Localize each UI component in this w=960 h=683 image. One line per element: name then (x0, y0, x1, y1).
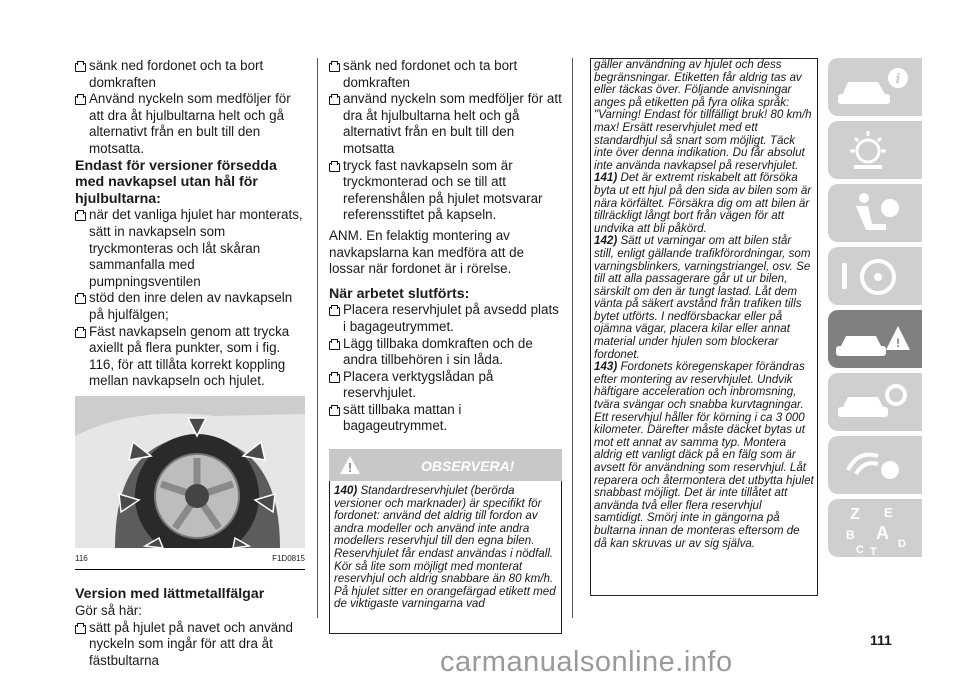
middle-column (329, 58, 562, 634)
tab-index[interactable] (828, 499, 922, 557)
dashboard-warning-icon (828, 121, 922, 179)
section-heading-finished: När arbetet slutförts: (329, 285, 470, 302)
step-mount-wheel: sätt på hjulet på navet och använd nyckeln som ingår för att dra åt fästbultarna (75, 620, 305, 670)
index-letters-icon (828, 499, 922, 557)
right-column (590, 58, 818, 596)
multimedia-icon (828, 436, 922, 494)
step-tighten-bolts-2: använd nyckeln som medföljer för att dra åt hjulbultarna helt och gå alternativt från en bult till den motsatta (329, 91, 562, 157)
section-heading-hubcap: Endast för versioner försedda med navkapsel utan hål för hjulbultarna: (75, 157, 277, 207)
note-143-number: 143) (594, 360, 618, 374)
step-lower-vehicle: sänk ned fordonet och ta bort domkraften (75, 58, 305, 91)
step-support-hubcap: stöd den inre delen av navkapseln på hjulfälgen; (75, 290, 305, 323)
step-insert-hubcap: när det vanliga hjulet har monterats, sätt in navkapseln som tryckmonteras och låt skåran sammanfalla med pumpningsventilen (75, 207, 305, 290)
index-letter-c: C (856, 544, 864, 556)
page-number: 111 (870, 632, 892, 648)
step-return-jack: Lägg tillbaka domkraften och de andra tillbehören i sin låda. (329, 336, 562, 369)
tab-maintenance[interactable] (828, 373, 922, 431)
note-142-text: Sätt ut varningar om att bilen står still, enligt gällande trafikförordningar, som varningsblinkers, varningstriangel, osv. Se till att alla passagerare går ut ur bilen, särskilt om den är tungt lastad. Låt dem vänta på säkert avstånd från trafiken tills bytet utförts. I nedförsbackar eller på ojämna vägar, placera kilar eller annat material under hjulen som blockerar fordonet. (594, 234, 811, 361)
figure-code: F1D0815 (272, 553, 305, 563)
index-letter-b: B (846, 528, 855, 542)
maintenance-icon (828, 373, 922, 431)
step-place-spare: Placera reservhjulet på avsedd plats i bagageutrymmet. (329, 302, 562, 335)
step-tighten-bolts: Använd nyckeln som medföljer för att dra åt hjulbultarna helt och gå alternativt från en bult till den motsatta. (75, 91, 305, 157)
tab-driving[interactable] (828, 247, 922, 305)
steering-key-icon (828, 247, 922, 305)
svg-text:!: ! (347, 460, 353, 476)
section-heading-alloy: Version med lättmetallfälgar (75, 586, 265, 603)
index-letter-z: Z (850, 506, 860, 523)
note-143-text: Fordonets köregenskaper förändras efter montering av reservhjulet. Undvik häftigare acceleration och inbromsning, tvära svängar och snabba kurvtagningar. Ett reservhjul håller för körning i ca 3 000 kilometer. Därefter måste däcket bytas ut mot ett annat av samma typ. Montera aldrig ett vanligt däck på en fälg som är avsett för användning som reservhjul. Låt reparera och återmontera det utbytta hjulet snabbast möjligt. Det är inte tillåtet att använda två eller flera reservhjul samtidigt. Smörj inte in gängorna på bultarna innan de monteras eftersom de då kan skruvas ur av sig själva. (594, 360, 814, 550)
wheel-illustration (75, 396, 305, 548)
tab-multimedia[interactable] (828, 436, 922, 494)
step-lower-vehicle-2: sänk ned fordonet och ta bort domkraften (329, 58, 562, 91)
airbag-seat-icon (828, 184, 922, 242)
note-title: OBSERVERA! (421, 458, 515, 475)
left-column (75, 58, 305, 669)
step-replace-mat: sätt tillbaka mattan i bagageutrymmet. (329, 402, 562, 435)
index-letter-a: A (876, 523, 889, 543)
spare-wheel-label-text: gäller användning av hjulet och dess begränsningar. Etiketten får aldrig tas av eller täckas över. Följande anvisningar anges på etiketten på fyra olika språk: "Varning! Endast för tillfälligt bruk! 80 km/h max! Ersätt reservhjulet med ett standardhjul så snart som möjligt. Täck inte över denna indikation. Du får absolut inte använda navkapsel på reservhjulet. (594, 58, 812, 172)
svg-text:i: i (895, 72, 901, 87)
tab-dashboard[interactable] (828, 121, 922, 179)
chapter-tabs (828, 58, 922, 562)
column-divider (317, 58, 318, 618)
figure-caption (75, 551, 305, 571)
note-text: Standardreservhjulet (berörda versioner och marknader) är specifikt för fordonet: använd det aldrig till fordon av andra modeller och använd inte andra modellers reservhjul till den egna bilen. Reservhjulet får endast användas i nödfall. Kör så lite som möjligt med monterat reservhjul och aldrig snabbare än 80 km/h. På hjulet sitter en orangefärgad etikett med de viktigaste varningarna vad (334, 484, 556, 611)
figure-number: 116 (75, 553, 88, 563)
note-number: 140) (334, 484, 358, 498)
index-letter-t: T (870, 546, 877, 557)
breakdown-icon (828, 310, 922, 368)
tab-emergency[interactable] (828, 310, 922, 368)
step-place-toolbox: Placera verktygslådan på reservhjulet. (329, 369, 562, 402)
intro-text: Gör så här: (75, 603, 142, 619)
note-141-text: Det är extremt riskabelt att försöka byta ut ett hjul på den sida av bilen som är nära körfältet. Försäkra dig om att bilen är tillräckligt långt bort från vägen för att undvika att bli påkörd. (594, 171, 812, 235)
tab-safety[interactable] (828, 184, 922, 242)
svg-text:!: ! (896, 336, 900, 350)
warnings-box (590, 58, 818, 596)
index-letter-e: E (884, 505, 893, 520)
note-141-number: 141) (594, 171, 618, 185)
column-divider-2 (572, 58, 573, 618)
note-142-number: 142) (594, 234, 618, 248)
note-header (329, 449, 562, 481)
warning-triangle-icon (339, 455, 361, 475)
tab-car-info[interactable] (828, 58, 922, 116)
watermark: carmanualsonline.info (440, 646, 733, 678)
step-press-hubcap: Fäst navkapseln genom att trycka axiellt på flera punkter, som i fig. 116, för att tillåta korrekt koppling mellan navkapseln och hjulet. (75, 324, 305, 390)
wheel-figure (75, 396, 305, 548)
car-info-icon (828, 58, 922, 116)
remark-text: ANM. En felaktig montering av navkapslarna kan medföra att de lossar när fordonet är i rörelse. (329, 227, 525, 277)
step-press-hubcap-2: tryck fast navkapseln som är tryckmonterad och se till att referenshålen på hjulet motsvarar referensstiftet på kapseln. (329, 158, 562, 224)
index-letter-d: D (898, 538, 906, 550)
note-body (329, 481, 562, 634)
